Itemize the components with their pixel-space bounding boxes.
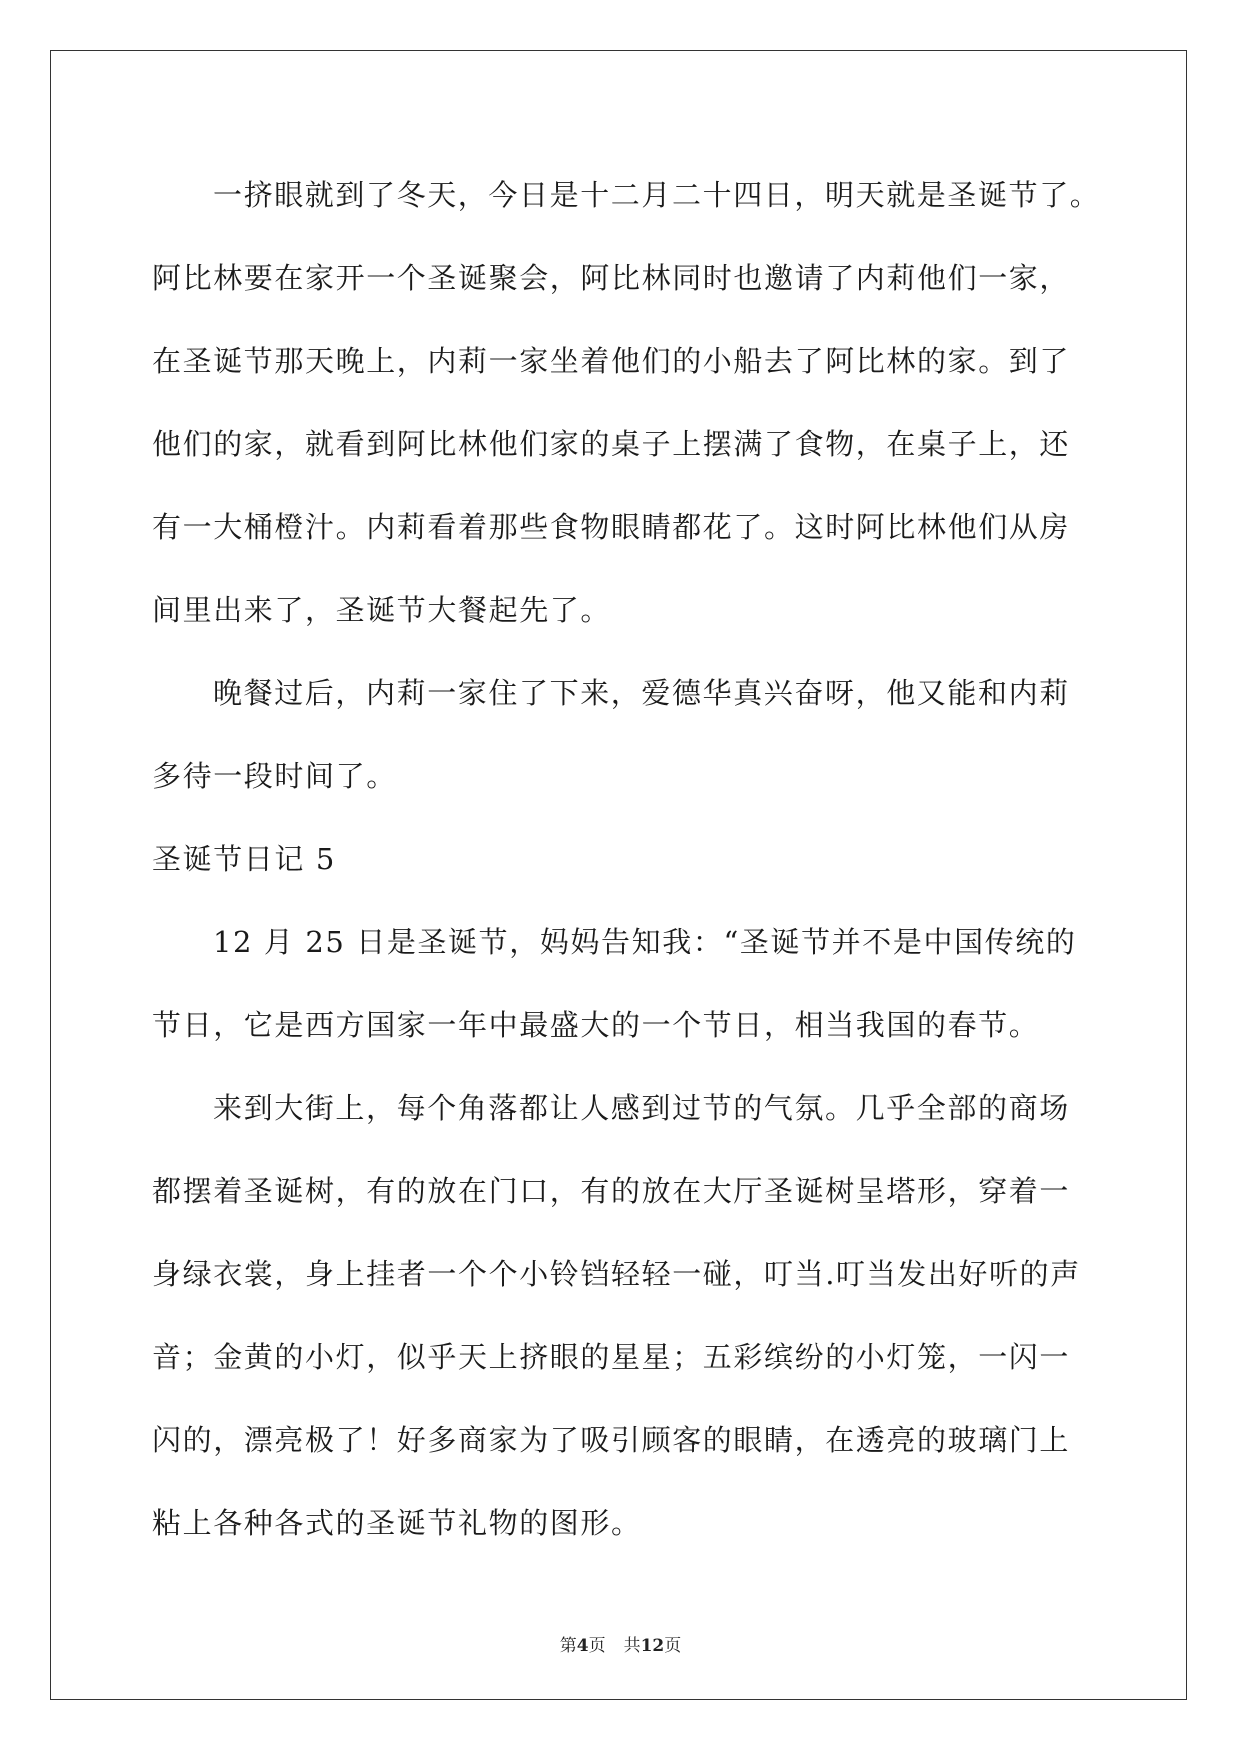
paragraph-line: 闪的，漂亮极了！好多商家为了吸引顾客的眼睛，在透亮的玻璃门上 <box>152 1423 1071 1457</box>
paragraph-line: 晚餐过后，内莉一家住了下来，爱德华真兴奋呀，他又能和内莉 <box>213 676 1070 710</box>
paragraph-line: 一挤眼就到了冬天，今日是十二月二十四日，明天就是圣诞节了。 <box>213 178 1101 212</box>
paragraph-line: 12 月 25 日是圣诞节，妈妈告知我：“圣诞节并不是中国传统的 <box>213 925 1077 959</box>
paragraph-line: 来到大街上，每个角落都让人感到过节的气氛。几乎全部的商场 <box>213 1091 1070 1125</box>
total-suffix: 页 <box>664 1636 682 1656</box>
paragraph-line: 节日，它是西方国家一年中最盛大的一个节日，相当我国的春节。 <box>152 1008 1040 1042</box>
page-prefix: 第 <box>559 1636 577 1656</box>
page-suffix: 页 <box>588 1636 606 1656</box>
section-heading: 圣诞节日记 5 <box>152 842 336 876</box>
total-prefix: 共 <box>623 1636 641 1656</box>
paragraph-line: 多待一段时间了。 <box>152 759 397 793</box>
paragraph-line: 都摆着圣诞树，有的放在门口，有的放在大厅圣诞树呈塔形，穿着一 <box>152 1174 1071 1208</box>
paragraph-line: 间里出来了，圣诞节大餐起先了。 <box>152 593 612 627</box>
page-footer <box>0 1636 1241 1656</box>
page-number: 4 <box>576 1636 589 1656</box>
total-pages: 12 <box>640 1636 665 1656</box>
paragraph-line: 有一大桶橙汁。内莉看着那些食物眼睛都花了。这时阿比林他们从房 <box>152 510 1071 544</box>
paragraph-line: 音；金黄的小灯，似乎天上挤眼的星星；五彩缤纷的小灯笼，一闪一 <box>152 1340 1071 1374</box>
paragraph-line: 阿比林要在家开一个圣诞聚会，阿比林同时也邀请了内莉他们一家， <box>152 261 1071 295</box>
paragraph-line: 粘上各种各式的圣诞节礼物的图形。 <box>152 1506 642 1540</box>
paragraph-line: 身绿衣裳，身上挂者一个个小铃铛轻轻一碰，叮当.叮当发出好听的声 <box>152 1257 1081 1291</box>
paragraph-line: 在圣诞节那天晚上，内莉一家坐着他们的小船去了阿比林的家。到了 <box>152 344 1071 378</box>
paragraph-line: 他们的家，就看到阿比林他们家的桌子上摆满了食物，在桌子上，还 <box>152 427 1071 461</box>
